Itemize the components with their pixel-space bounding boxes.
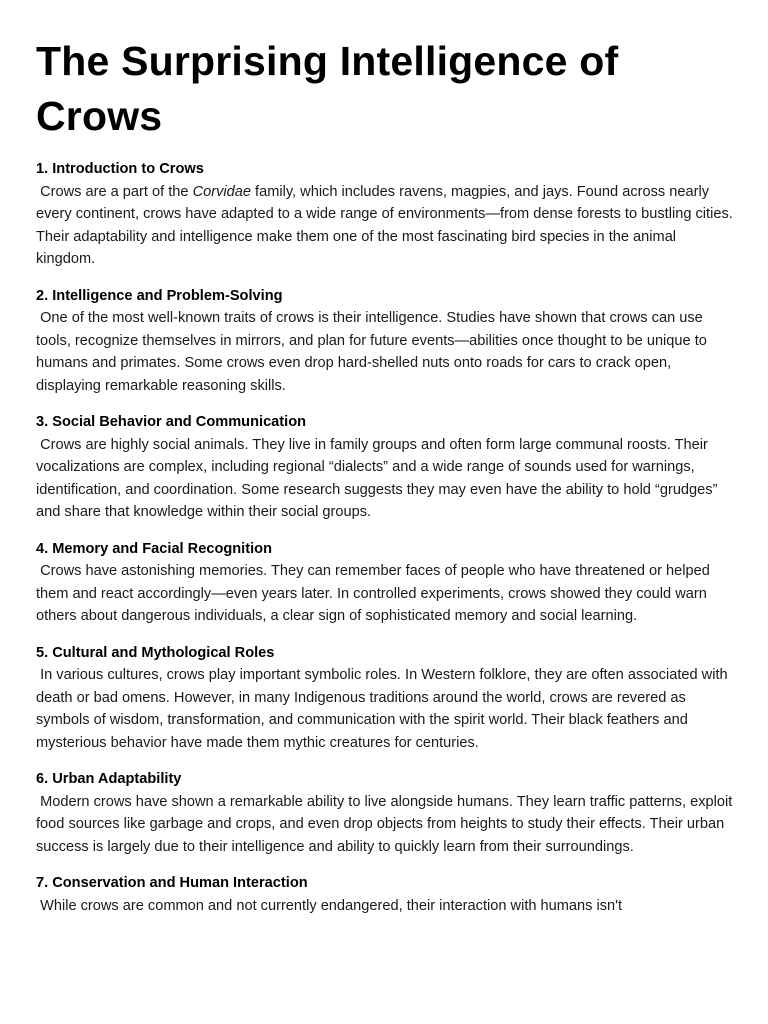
section-introduction (36, 158, 737, 271)
section-conservation (36, 872, 734, 917)
section-body: Crows have astonishing memories. They can remember faces of people who have threatened or helped them and react accordingly—even years later. In controlled experiments, crows showed they could warn others about dangerous individuals, a clear sign of sophisticated memory and social learning. (36, 563, 714, 624)
section-heading: 5. Cultural and Mythological Roles (36, 644, 275, 661)
section-social-behavior (36, 411, 734, 524)
section-heading: 4. Memory and Facial Recognition (36, 540, 272, 557)
section-body: Crows are highly social animals. They live in family groups and often form large communal roosts. Their vocalizations are complex, including regional “dialects” and a wide range of sounds used for warnings, identification, and coordination. Some research suggests they may even have the ability to hold “grudges” and share that knowledge within their social groups. (36, 436, 722, 520)
section-cultural-roles (36, 642, 734, 755)
section-memory (36, 538, 734, 628)
section-body-text: family, which includes ravens, magpies, and jays. Found across nearly every continent, crows have adapted to a wide range of environments—from dense forests to bustling cities. Their adaptability and intelligence make them one of the most fascinating bird species in the animal kingdom. (36, 183, 737, 267)
section-heading: 2. Intelligence and Problem-Solving (36, 287, 283, 304)
document-title: The Surprising Intelligence of Crows (36, 38, 619, 139)
section-body: In various cultures, crows play important symbolic roles. In Western folklore, they are often associated with death or bad omens. However, in many Indigenous traditions around the world, crows are revered as symbols of wisdom, transformation, and communication with the spirit world. Their black feathers and mysterious behavior have made them mythic creatures for centuries. (36, 667, 732, 751)
section-body (36, 181, 737, 271)
section-body: While crows are common and not currently endangered, their interaction with humans isn't (36, 897, 623, 914)
section-heading: 1. Introduction to Crows (36, 161, 204, 177)
document-page (36, 34, 737, 931)
section-heading: 6. Urban Adaptability (36, 771, 182, 787)
section-intelligence (36, 285, 734, 398)
section-body-italic-term: Corvidae (192, 183, 251, 200)
section-urban-adaptability (36, 768, 737, 858)
section-body: Modern crows have shown a remarkable ability to live alongside humans. They learn traffic patterns, exploit food sources like garbage and crops, and even drop objects from heights to study their effects. Their urban success is largely due to their intelligence and ability to quickly learn from their surroundings. (36, 793, 737, 855)
section-body: One of the most well-known traits of crows is their intelligence. Studies have shown that crows can use tools, recognize themselves in mirrors, and plan for future events—abilities once thought to be unique to humans and primates. Some crows even drop hard-shelled nuts onto roads for cars to crack open, displaying remarkable reasoning skills. (36, 310, 711, 394)
section-heading: 7. Conservation and Human Interaction (36, 875, 308, 891)
section-heading: 3. Social Behavior and Communication (36, 414, 307, 430)
section-body-text: Crows are a part of the (36, 183, 193, 200)
